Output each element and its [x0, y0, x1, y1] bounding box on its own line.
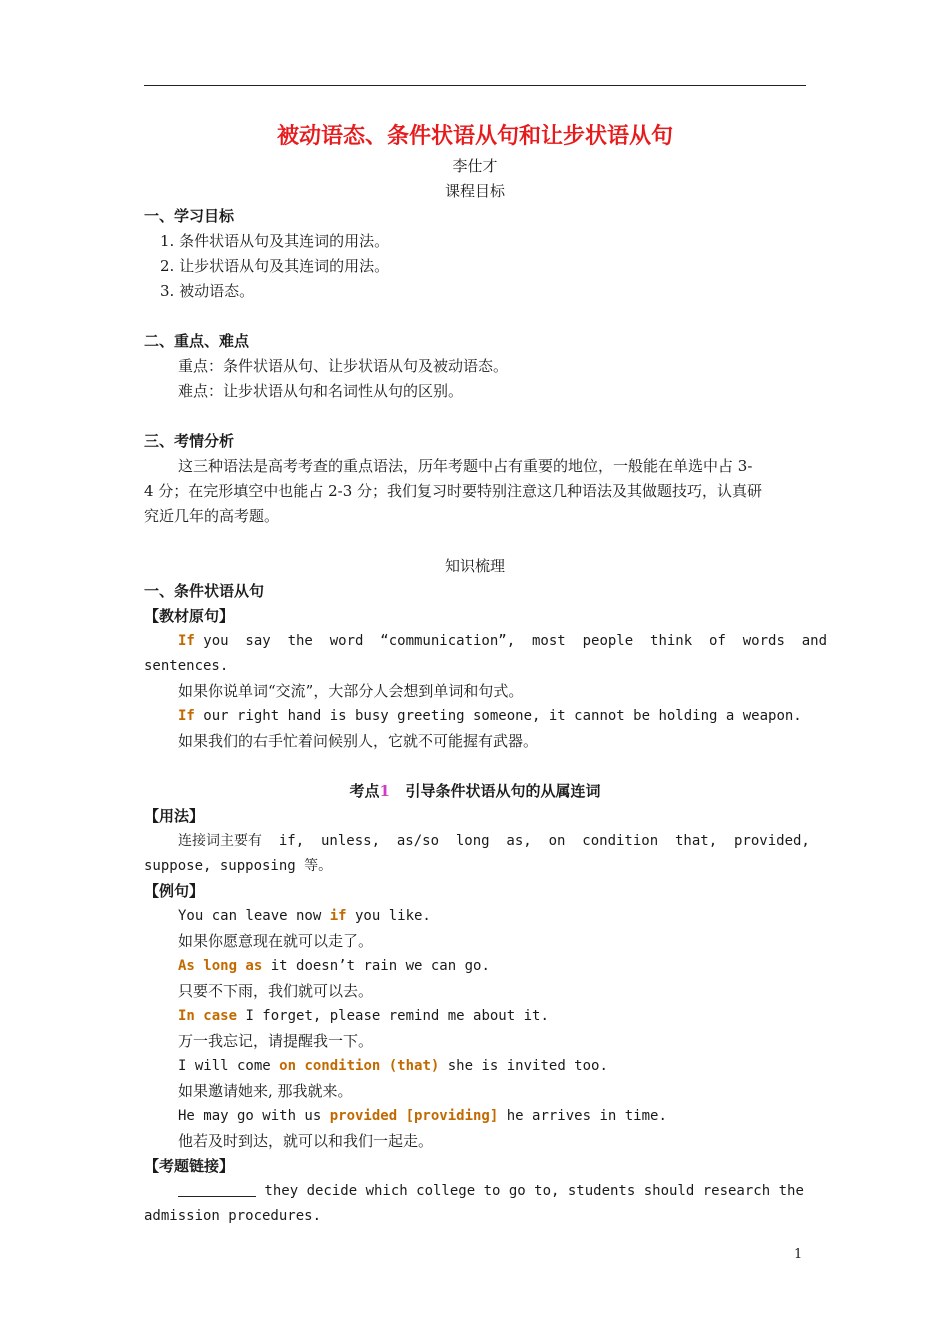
textbook-sentence-2: If our right hand is busy greeting someone, it cannot be holding a weapon.: [178, 708, 802, 724]
exam-label: 【考题链接】: [144, 1157, 235, 1175]
keyword: If: [178, 633, 195, 649]
textbook-translation-2: 如果我们的右手忙着问候别人，它就不可能握有武器。: [178, 732, 539, 750]
k1-heading: 一、条件状语从句: [144, 582, 265, 600]
author: 李仕才: [452, 157, 498, 175]
point1-heading: 考点1 引导条件状语从句的从属连词: [349, 782, 601, 800]
example-translation: 如果邀请她来, 那我就来。: [178, 1082, 353, 1100]
keyword: If: [178, 708, 195, 724]
example-sentence: As long as it doesn’t rain we can go.: [178, 958, 490, 974]
s1-item: 1. 条件状语从句及其连词的用法。: [160, 232, 390, 250]
examples-label: 【例句】: [144, 882, 205, 900]
answer-blank: [178, 1182, 256, 1197]
exam-question-cont: admission procedures.: [144, 1208, 322, 1224]
section-goals-heading: 课程目标: [444, 182, 505, 200]
s3-heading: 三、考情分析: [144, 432, 235, 450]
s3-line1: 这三种语法是高考考查的重点语法，历年考题中占有重要的地位，一般能在单选中占 3-: [178, 457, 753, 475]
example-translation: 他若及时到达，就可以和我们一起走。: [178, 1132, 434, 1150]
textbook-sentence-1: If you say the word “communication”, most people think of words and: [178, 633, 828, 649]
s1-heading: 一、学习目标: [144, 207, 235, 225]
usage-line2: suppose, supposing 等。: [144, 858, 333, 874]
document-title: 被动语态、条件状语从句和让步状语从句: [276, 123, 673, 149]
example-translation: 万一我忘记，请提醒我一下。: [178, 1032, 374, 1050]
usage-label: 【用法】: [144, 807, 205, 825]
s2-key: 重点：条件状语从句、让步状语从句及被动语态。: [178, 357, 509, 375]
example-sentence: He may go with us provided [providing] he arrives in time.: [178, 1108, 667, 1124]
s2-difficult: 难点：让步状语从句和名词性从句的区别。: [178, 382, 464, 400]
s3-line2: 4 分；在完形填空中也能占 2-3 分；我们复习时要特别注意这几种语法及其做题技巧，认真研: [144, 482, 763, 500]
example-translation: 如果你愿意现在就可以走了。: [178, 932, 374, 950]
example-sentence: In case I forget, please remind me about it.: [178, 1008, 549, 1024]
document-body: [144, 118, 828, 1229]
textbook-translation-1: 如果你说单词“交流”，大部分人会想到单词和句式。: [178, 682, 524, 700]
example-sentence: You can leave now if you like.: [178, 908, 431, 924]
s3-line3: 究近几年的高考题。: [144, 507, 280, 525]
exam-question: they decide which college to go to, students should research the: [144, 1179, 806, 1204]
s1-item: 3. 被动语态。: [160, 282, 255, 300]
header-rule: [144, 85, 806, 86]
section-knowledge-heading: 知识梳理: [444, 557, 505, 575]
page-number: 1: [794, 1247, 803, 1262]
usage-line1: 连接词主要有 if, unless, as/so long as, on condition that, provided,: [178, 833, 810, 849]
example-sentence: I will come on condition (that) she is invited too.: [178, 1058, 608, 1074]
textbook-label: 【教材原句】: [144, 607, 235, 625]
example-translation: 只要不下雨，我们就可以去。: [178, 982, 374, 1000]
textbook-sentence-1-cont: sentences.: [144, 658, 229, 674]
s2-heading: 二、重点、难点: [144, 332, 250, 350]
s1-item: 2. 让步状语从句及其连词的用法。: [160, 257, 390, 275]
